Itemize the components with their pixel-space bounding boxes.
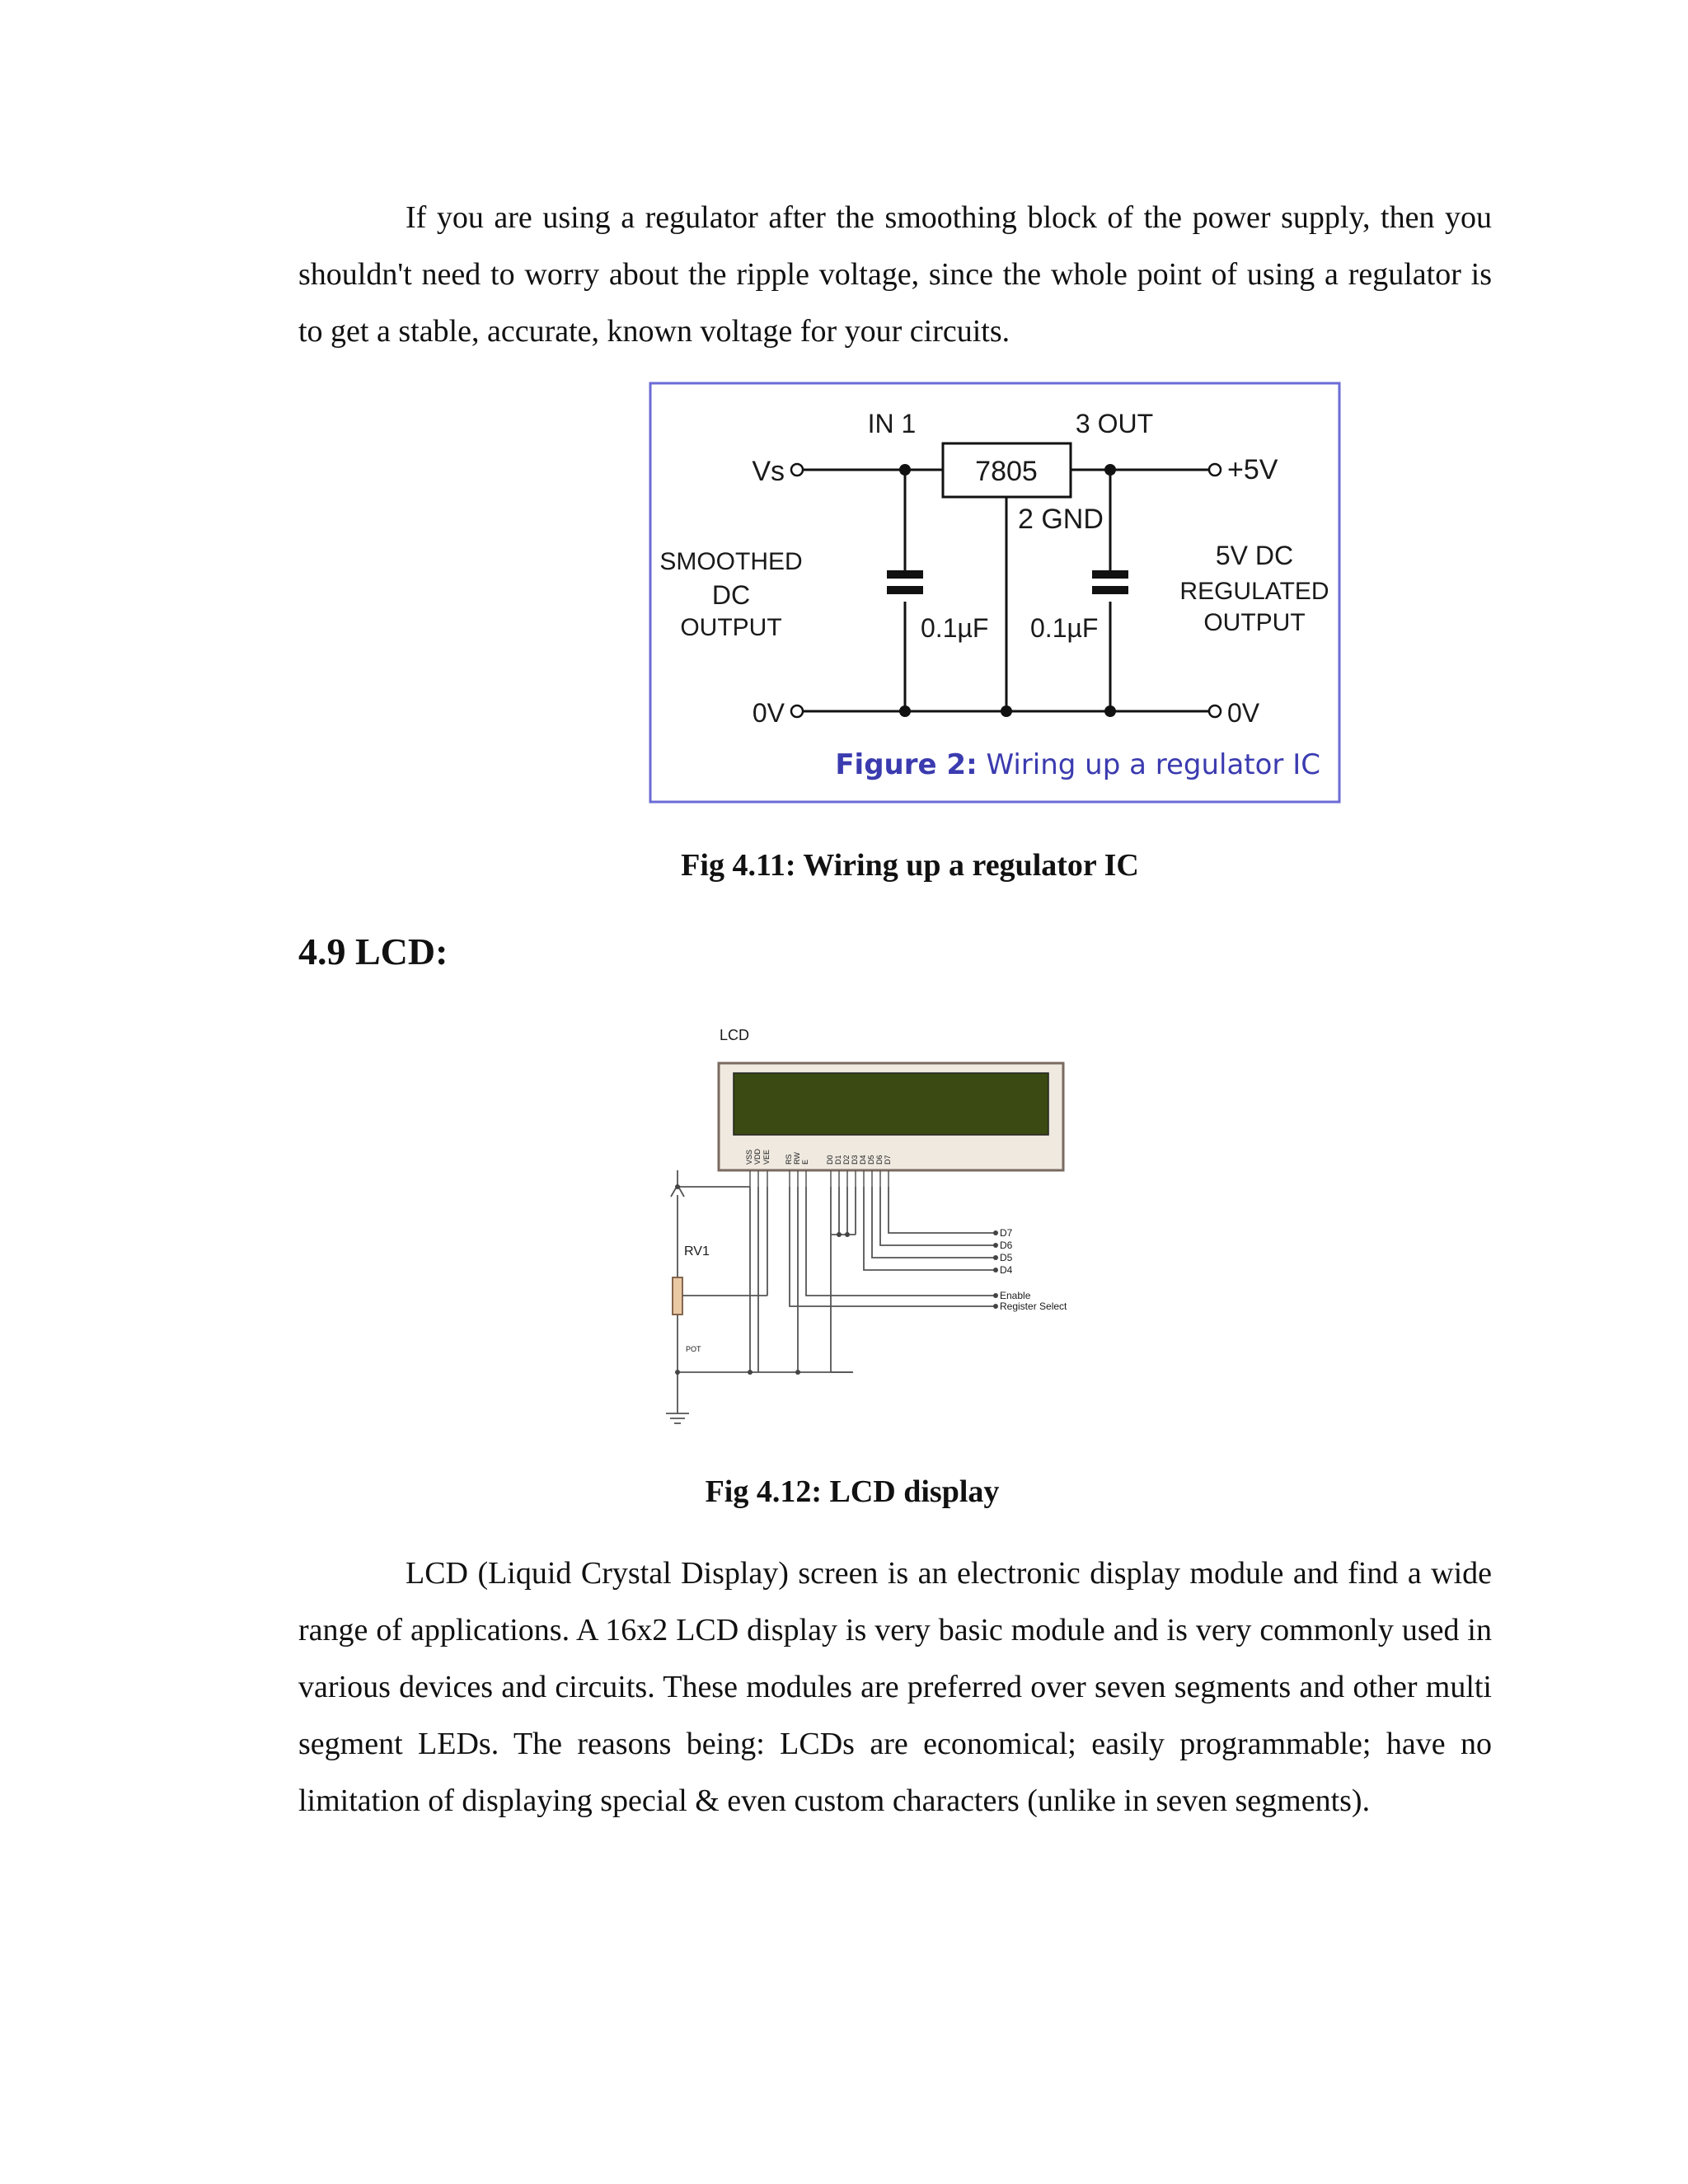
enable-net-label: Enable xyxy=(1000,1290,1031,1301)
regulated-line1: 5V DC xyxy=(1215,541,1294,570)
pin-e: E xyxy=(801,1159,809,1165)
cap-right-value: 0.1µF xyxy=(1030,613,1099,643)
chip-label: 7805 xyxy=(975,456,1038,487)
figure1-caption: Fig 4.11: Wiring up a regulator IC xyxy=(681,848,1139,883)
figure-title-rest: Wiring up a regulator IC xyxy=(977,748,1320,781)
capacitor-right-plate-bottom xyxy=(1092,586,1128,594)
pin-d4: D4 xyxy=(859,1155,867,1165)
in1-label: IN 1 xyxy=(867,409,917,438)
regulated-line3: OUTPUT xyxy=(1203,609,1306,636)
smoothed-line2: DC xyxy=(711,580,751,610)
vs-label: Vs xyxy=(752,456,785,487)
d5-net-label: D5 xyxy=(1000,1252,1013,1263)
out3-label: 3 OUT xyxy=(1075,409,1154,438)
lcd-wiring xyxy=(666,1170,996,1423)
pin-vdd: VDD xyxy=(753,1148,762,1165)
net-labels xyxy=(1000,1227,1067,1312)
lcd-wire-dots xyxy=(675,1184,998,1375)
pin-d7: D7 xyxy=(884,1155,892,1165)
pin-stubs xyxy=(750,1170,889,1187)
figure-title xyxy=(835,748,1320,781)
pin-rs: RS xyxy=(785,1154,793,1165)
rv1-label: RV1 xyxy=(684,1244,710,1258)
lcd-schematic-figure xyxy=(659,1022,1137,1442)
pin-d0: D0 xyxy=(826,1155,834,1165)
ov-left-label: 0V xyxy=(752,698,785,728)
d6-net-label: D6 xyxy=(1000,1240,1013,1251)
pin-d2: D2 xyxy=(842,1155,851,1165)
pin-d6: D6 xyxy=(875,1155,884,1165)
d4-net-label: D4 xyxy=(1000,1264,1013,1276)
pin-d5: D5 xyxy=(867,1155,875,1165)
capacitor-left-plate-top xyxy=(887,570,923,579)
pin-d1: D1 xyxy=(834,1155,842,1165)
smoothed-line1: SMOOTHED xyxy=(659,548,803,575)
regulated-line2: REGULATED xyxy=(1179,578,1329,605)
figure-title-bold: Figure 2: xyxy=(835,748,978,781)
figure2-caption: Fig 4.12: LCD display xyxy=(705,1474,1000,1509)
regulator-circuit-figure xyxy=(649,382,1341,804)
lcd-label: LCD xyxy=(720,1027,750,1043)
capacitor-left-plate-bottom xyxy=(887,586,923,594)
lcd-screen xyxy=(734,1073,1048,1135)
capacitor-right-plate-top xyxy=(1092,570,1128,579)
pin-d3: D3 xyxy=(851,1155,859,1165)
lcd-paragraph: LCD (Liquid Crystal Display) screen is an electronic display module and find a wide range of applications. A 16x2 LCD display is very basic module and is very commonly used in various devices and circuits. These modules are preferred over seven segments and other multi segment LEDs. The reasons being: LCDs are economical; easily programmable; have no limitation of displaying special & even custom characters (unlike in seven segments). xyxy=(298,1556,1492,1818)
intro-paragraph: If you are using a regulator after the smoothing block of the power supply, then you shouldn't need to worry about the ripple voltage, since the whole point of using a regulator is to get a stable, accurate, known voltage for your circuits. xyxy=(298,200,1492,349)
section-heading: 4.9 LCD: xyxy=(298,930,448,972)
cap-left-value: 0.1µF xyxy=(921,613,989,643)
gnd-label: 2 GND xyxy=(1018,504,1104,535)
pin-rw: RW xyxy=(793,1152,801,1165)
plus5v-label: +5V xyxy=(1227,454,1278,485)
d7-net-label: D7 xyxy=(1000,1227,1013,1239)
register-select-net-label: Register Select xyxy=(1000,1301,1067,1312)
smoothed-line3: OUTPUT xyxy=(680,614,782,641)
pin-vss: VSS xyxy=(745,1149,753,1165)
ov-right-label: 0V xyxy=(1227,698,1260,728)
pin-vee: VEE xyxy=(762,1149,771,1165)
pot-label: POT xyxy=(686,1345,701,1353)
